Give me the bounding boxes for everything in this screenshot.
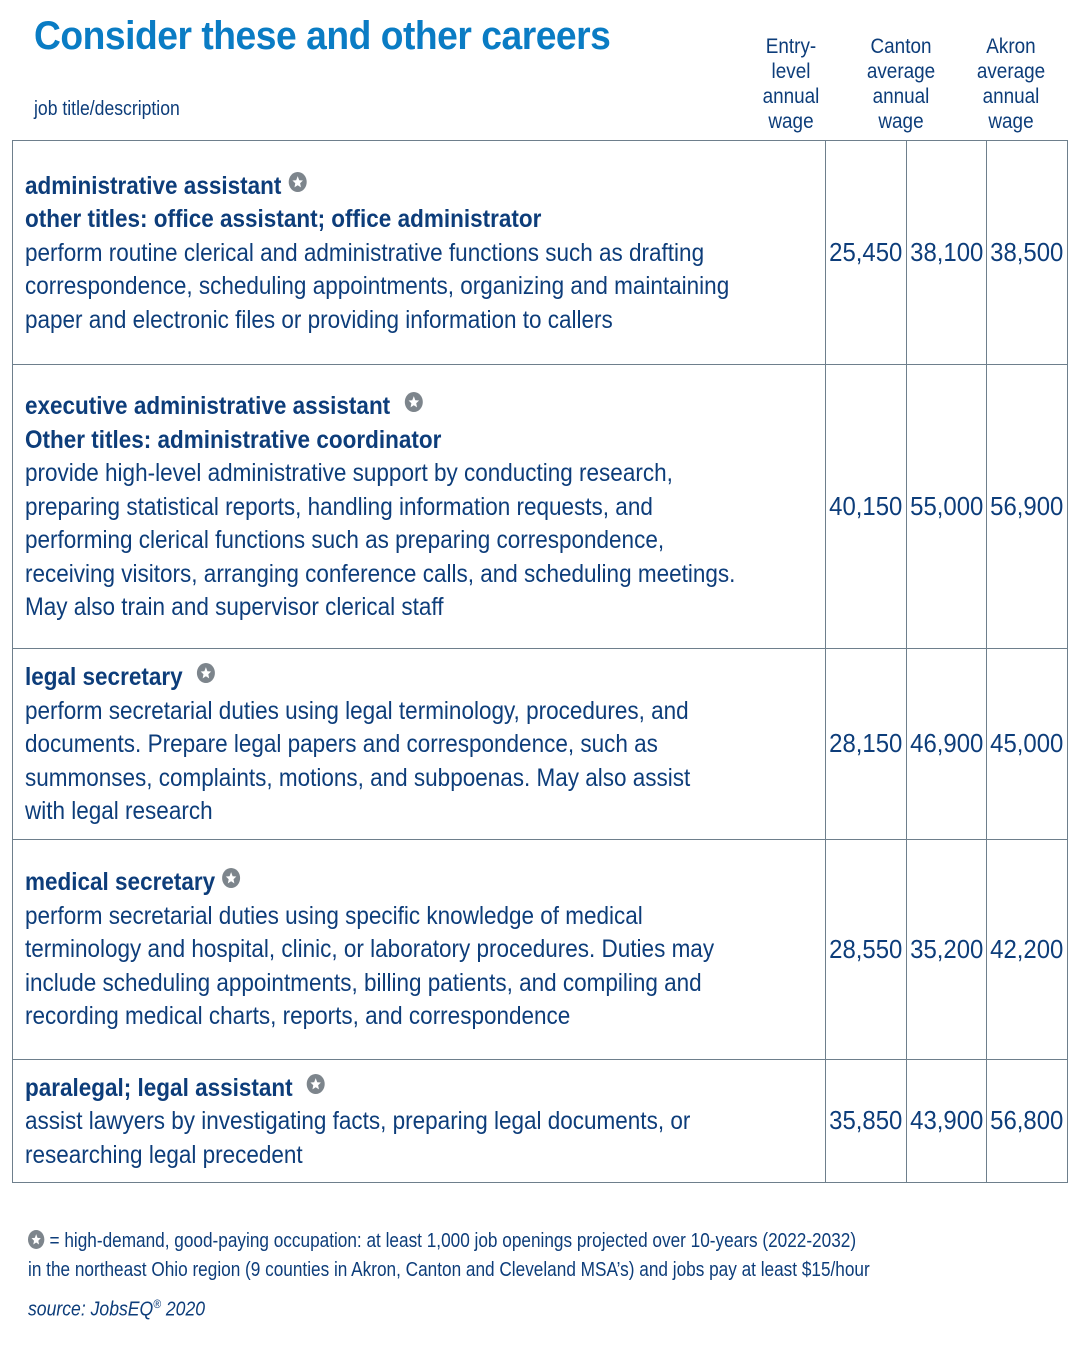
job-description: perform secretarial duties using legal terminology, procedures, and documents. Prepare legal papers and correspondence, such as summonses, complaints, motions, and subpoenas. May also assist with legal research [25, 696, 691, 825]
header-line: annual [762, 85, 820, 108]
table-row [13, 141, 1068, 365]
header-line: wage [988, 110, 1034, 133]
akron-wage-cell [987, 1059, 1068, 1183]
akron-wage: 56,900 [990, 491, 1064, 521]
star-in-circle-icon [289, 172, 307, 192]
table-row [13, 649, 1068, 840]
star-in-circle-icon [28, 1230, 44, 1249]
source-citation [28, 1297, 205, 1322]
header-line: wage [768, 110, 814, 133]
canton-wage-column-header [846, 34, 956, 134]
akron-wage-cell [987, 141, 1068, 365]
job-description-cell [13, 141, 826, 365]
entry-wage: 28,550 [829, 933, 903, 964]
other-titles: Other titles: administrative coordinator [25, 425, 442, 454]
header-line: average [866, 60, 936, 83]
job-title: paralegal; legal assistant [25, 1073, 293, 1102]
canton-wage-cell [906, 839, 987, 1059]
akron-wage-cell [987, 649, 1068, 840]
entry-wage-cell [826, 365, 907, 649]
table-row [13, 365, 1068, 649]
canton-wage-cell [906, 141, 987, 365]
akron-wage-column-header [956, 34, 1066, 134]
careers-table [12, 140, 1068, 1183]
job-description-cell [13, 1059, 826, 1183]
akron-wage-cell [987, 839, 1068, 1059]
job-title: medical secretary [25, 868, 216, 897]
job-title: legal secretary [25, 663, 183, 691]
entry-wage-column-header [736, 34, 846, 134]
header-line: annual [982, 85, 1040, 108]
header-line: annual [872, 85, 930, 108]
footnote-line-2: in the northeast Ohio region (9 counties in Akron, Canton and Cleveland MSA’s) and jobs pay at least $15/hour [28, 1259, 870, 1281]
canton-wage-cell [906, 365, 987, 649]
other-titles: other titles: office assistant; office administrator [25, 205, 542, 234]
header-line: wage [878, 110, 924, 133]
akron-wage: 42,200 [990, 933, 1064, 964]
entry-wage-cell [826, 1059, 907, 1183]
header-line: Canton [870, 35, 932, 58]
canton-wage: 43,900 [909, 1105, 983, 1136]
entry-wage-cell [826, 141, 907, 365]
entry-wage-cell [826, 649, 907, 840]
canton-wage: 46,900 [909, 728, 983, 759]
akron-wage: 45,000 [990, 728, 1064, 759]
footnote-line-1: = high-demand, good-paying occupation: at least 1,000 job openings projected over 10-years (2022-2032) [49, 1230, 857, 1252]
job-description-cell [13, 839, 826, 1059]
header-line: average [976, 60, 1046, 83]
job-description: assist lawyers by investigating facts, preparing legal documents, or researching legal precedent [25, 1107, 691, 1169]
entry-wage-cell [826, 839, 907, 1059]
canton-wage: 35,200 [909, 933, 983, 964]
header-line: level [771, 60, 811, 83]
header-line: Akron [986, 35, 1036, 58]
page-title: Consider these and other careers [34, 14, 611, 58]
star-in-circle-icon [405, 392, 423, 412]
registered-mark: ® [153, 1297, 162, 1311]
job-description-cell [13, 649, 826, 840]
star-in-circle-icon [307, 1074, 325, 1094]
description-column-header: job title/description [34, 98, 180, 120]
entry-wage: 35,850 [829, 1105, 903, 1136]
source-year: 2020 [161, 1298, 206, 1321]
canton-wage: 38,100 [909, 237, 983, 267]
akron-wage: 38,500 [990, 237, 1064, 267]
job-title: administrative assistant [25, 171, 282, 200]
canton-wage: 55,000 [909, 491, 983, 521]
footnote [28, 1227, 1069, 1285]
star-in-circle-icon [222, 868, 240, 888]
job-title: executive administrative assistant [25, 392, 391, 421]
table-row [13, 1059, 1068, 1183]
entry-wage: 40,150 [829, 491, 903, 521]
entry-wage: 28,150 [829, 728, 903, 759]
header-line: Entry- [765, 35, 817, 58]
entry-wage: 25,450 [829, 237, 903, 267]
table-row [13, 839, 1068, 1059]
job-description-cell [13, 365, 826, 649]
akron-wage-cell [987, 365, 1068, 649]
akron-wage: 56,800 [990, 1105, 1064, 1136]
canton-wage-cell [906, 1059, 987, 1183]
job-description: perform secretarial duties using specific knowledge of medical terminology and hospital, clinic, or laboratory procedures. Duties may include scheduling appointments, billing patients, and compiling and recording medical charts, reports, and correspondence [25, 901, 715, 1031]
star-in-circle-icon [197, 663, 215, 683]
canton-wage-cell [906, 649, 987, 840]
source-text: source: JobsEQ [28, 1298, 154, 1321]
job-description: perform routine clerical and administrative functions such as drafting correspondence, scheduling appointments, organizing and maintaining paper and electronic files or providing information to callers [25, 238, 730, 334]
job-description: provide high-level administrative support by conducting research, preparing statistical reports, handling information requests, and performing clerical functions such as preparing correspondence, receiving visitors, arranging conference calls, and scheduling meetings. May also train and supervisor clerical staff [25, 459, 736, 622]
